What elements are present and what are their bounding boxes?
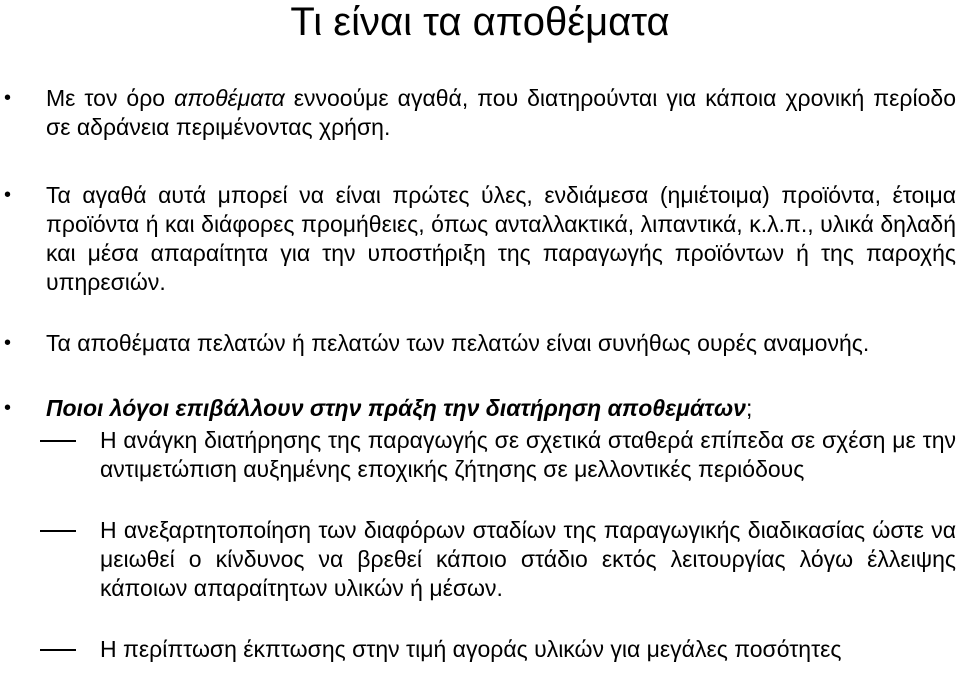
bullet-queues-text: Τα αποθέματα πελατών ή πελατών των πελατών είναι συνήθως ουρές αναμονής.: [46, 330, 870, 356]
page-title: Τι είναι τα αποθέματα: [290, 0, 670, 44]
bullet-reasons: [46, 394, 956, 423]
bullet-definition-term: αποθέματα: [174, 85, 285, 111]
reason-item-text: Η ανάγκη διατήρησης της παραγωγής σε σχετικά σταθερά επίπεδα σε σχέση με την αντιμετώπιση αυξημένης εποχικής ζήτησης σε μελλοντικές περιόδους: [100, 427, 956, 482]
reason-item-text: Η ανεξαρτητοποίηση των διαφόρων σταδίων της παραγωγικής διαδικασίας ώστε να μειωθεί ο κίνδυνος να βρεθεί κάποιο στάδιο εκτός λειτουργίας λόγω έλλειψης κάποιων απαραίτητων υλικών ή μέσων.: [100, 517, 956, 601]
reason-item: [100, 635, 956, 664]
bullet-reasons-qmark: ;: [745, 395, 753, 421]
bullet-definition-post: εννοούμε αγαθά, που διατηρούνται για κάποια χρονική περίοδο σε αδράνεια περιμένοντας χρήση.: [46, 85, 956, 140]
reason-item: [100, 516, 956, 603]
bullet-queues: [46, 329, 956, 358]
reason-item: [100, 426, 956, 484]
reason-item-text: Η περίπτωση έκπτωσης στην τιμή αγοράς υλικών για μεγάλες ποσότητες: [100, 636, 842, 662]
bullet-definition: [46, 84, 956, 142]
bullet-types-text: Τα αγαθά αυτά μπορεί να είναι πρώτες ύλες, ενδιάμεσα (ημιέτοιμα) προϊόντα, έτοιμα προϊόντα ή και διάφορες προμήθειες, όπως ανταλλακτικά, λιπαντικά, κ.λ.π., υλικά δηλαδή και μέσα απαραίτητα για την υποστήριξη της παραγωγής προϊόντων ή της παροχής υπηρεσιών.: [46, 182, 956, 295]
bullet-reasons-question: Ποιοι λόγοι επιβάλλουν στην πράξη την διατήρηση αποθεμάτων: [46, 395, 746, 421]
bullet-definition-pre: Με τον όρο: [46, 85, 175, 111]
bullet-types: [46, 181, 956, 297]
